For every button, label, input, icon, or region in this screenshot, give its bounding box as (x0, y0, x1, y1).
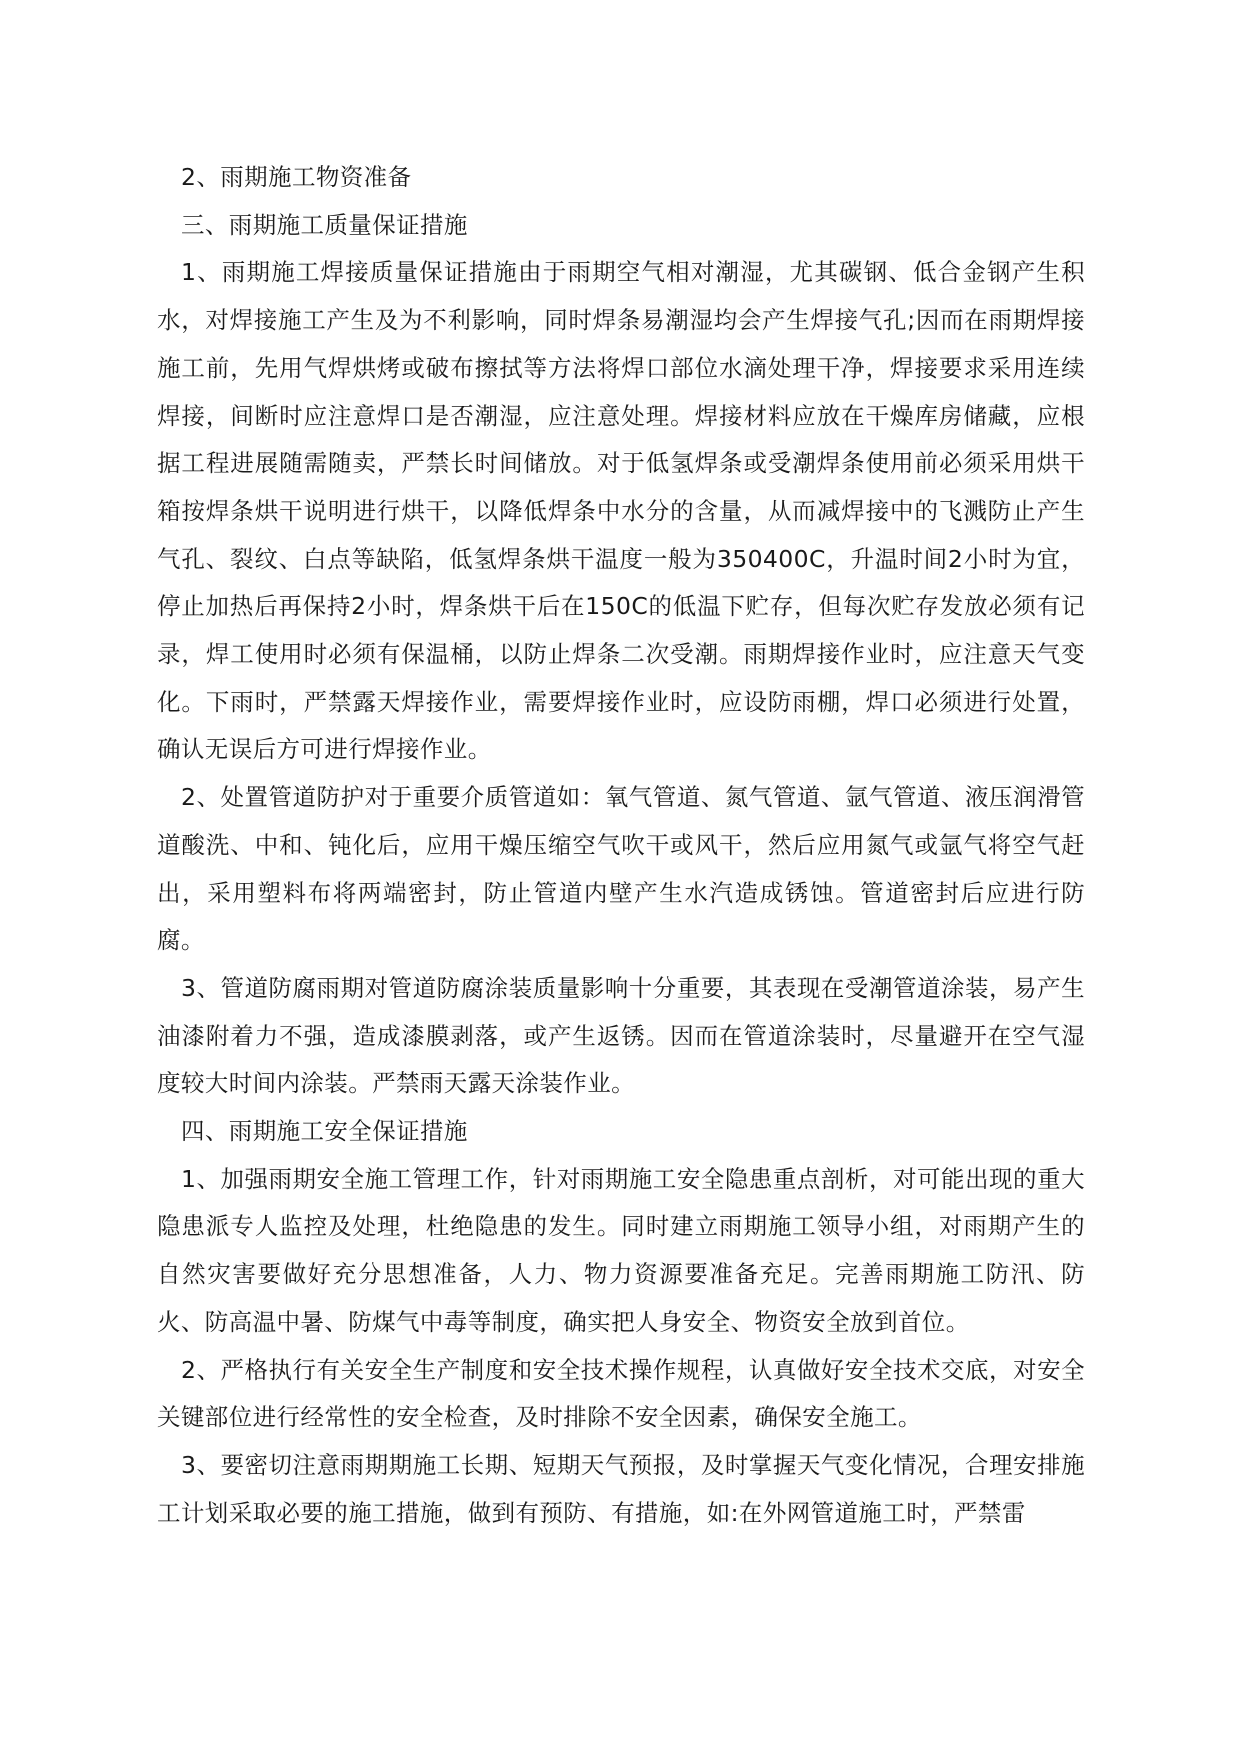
paragraph-safety-regulations: 2、严格执行有关安全生产制度和安全技术操作规程，认真做好安全技术交底，对安全关键部位进行经常性的安全检查，及时排除不安全因素，确保安全施工。 (157, 1355, 1085, 1432)
section-heading-quality: 三、雨期施工质量保证措施 (181, 210, 468, 239)
section-heading-safety: 四、雨期施工安全保证措施 (181, 1117, 468, 1146)
paragraph-pipe-protection: 2、处置管道防护对于重要介质管道如：氧气管道、氮气管道、氩气管道、液压润滑管道酸洗、中和、钝化后，应用干燥压缩空气吹干或风干，然后应用氮气或氩气将空气赶出，采用塑料布将两端密封，防止管道内壁产生水汽造成锈蚀。管道密封后应进行防腐。 (157, 783, 1085, 955)
paragraph-safety-management: 1、加强雨期安全施工管理工作，针对雨期施工安全隐患重点剖析，对可能出现的重大隐患派专人监控及处理，杜绝隐患的发生。同时建立雨期施工领导小组，对雨期产生的自然灾害要做好充分思想准备，人力、物力资源要准备充足。完善雨期施工防汛、防火、防高温中暑、防煤气中毒等制度，确实把人身安全、物资安全放到首位。 (157, 1164, 1085, 1336)
subsection-heading-materials: 2、雨期施工物资准备 (181, 163, 412, 191)
paragraph-pipe-anticorrosion: 3、管道防腐雨期对管道防腐涂装质量影响十分重要，其表现在受潮管道涂装，易产生油漆附着力不强，造成漆膜剥落，或产生返锈。因而在管道涂装时，尽量避开在空气湿度较大时间内涂装。严禁雨天露天涂装作业。 (157, 973, 1085, 1098)
paragraph-weather-forecast: 3、要密切注意雨期期施工长期、短期天气预报，及时掌握天气变化情况，合理安排施工计划采取必要的施工措施，做到有预防、有措施，如:在外网管道施工时，严禁雷 (157, 1450, 1085, 1527)
document-body (157, 154, 1085, 1537)
paragraph-welding-quality: 1、雨期施工焊接质量保证措施由于雨期空气相对潮湿，尤其碳钢、低合金钢产生积水，对焊接施工产生及为不利影响，同时焊条易潮湿均会产生焊接气孔;因而在雨期焊接施工前，先用气焊烘烤或破布擦拭等方法将焊口部位水滴处理干净，焊接要求采用连续焊接，间断时应注意焊口是否潮湿，应注意处理。焊接材料应放在干燥库房储藏，应根据工程进展随需随卖，严禁长时间储放。对于低氢焊条或受潮焊条使用前必须采用烘干箱按焊条烘干说明进行烘干，以降低焊条中水分的含量，从而减焊接中的飞溅防止产生气孔、裂纹、白点等缺陷，低氢焊条烘干温度一般为350400C，升温时间2小时为宜，停止加热后再保持2小时，焊条烘干后在150C的低温下贮存，但每次贮存发放必须有记录，焊工使用时必须有保温桶，以防止焊条二次受潮。雨期焊接作业时，应注意天气变化。下雨时，严禁露天焊接作业，需要焊接作业时，应设防雨棚，焊口必须进行处置，确认无误后方可进行焊接作业。 (157, 258, 1085, 764)
